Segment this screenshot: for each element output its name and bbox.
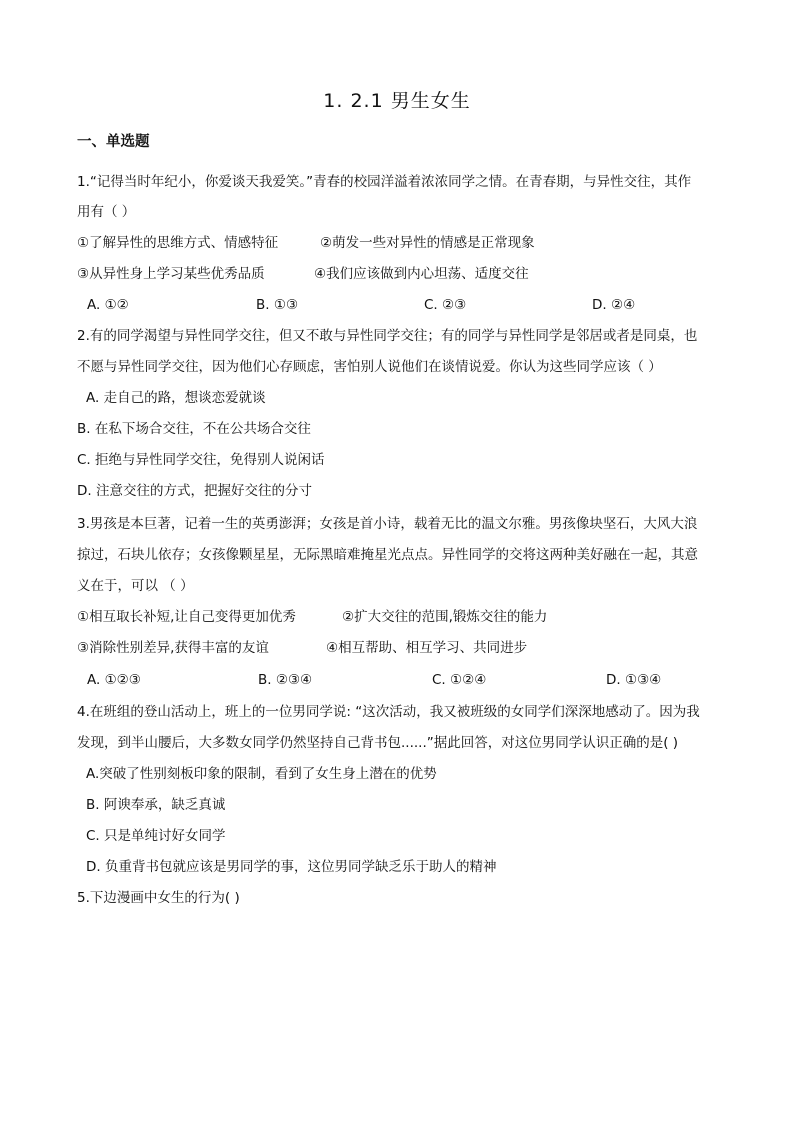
q2-option-b[interactable]: B. 在私下场合交往，不在公共场合交往 — [77, 421, 311, 437]
q2-option-d[interactable]: D. 注意交往的方式，把握好交往的分寸 — [77, 483, 312, 499]
q3-option-a[interactable]: A. ①②③ — [87, 672, 141, 688]
q4-stem-line2: 发现，到半山腰后，大多数女同学仍然坚持自己背书包......”据此回答，对这位男同学认识正确的是( ) — [77, 735, 679, 751]
q3-stem-line1: 3.男孩是本巨著，记着一生的英勇澎湃；女孩是首小诗，载着无比的温文尔雅。男孩像块坚石，大风大浪 — [77, 516, 698, 532]
q2-option-c[interactable]: C. 拒绝与异性同学交往，免得别人说闲话 — [77, 452, 325, 468]
q1-stem-line2: 用有（ ） — [77, 204, 136, 220]
q3-option-b[interactable]: B. ②③④ — [258, 672, 313, 688]
q1-statement-2: ②萌发一些对异性的情感是正常现象 — [320, 235, 535, 251]
q1-option-b[interactable]: B. ①③ — [256, 297, 299, 313]
q2-stem-line1: 2.有的同学渴望与异性同学交往，但又不敢与异性同学交往；有的同学与异性同学是邻居或者是同桌，也 — [77, 328, 698, 344]
q3-statement-1: ①相互取长补短,让自己变得更加优秀 — [77, 609, 296, 625]
q4-option-c[interactable]: C. 只是单纯讨好女同学 — [86, 828, 226, 844]
q2-option-a[interactable]: A. 走自己的路，想谈恋爱就谈 — [86, 390, 266, 406]
q4-option-d[interactable]: D. 负重背书包就应该是男同学的事，这位男同学缺乏乐于助人的精神 — [86, 859, 497, 875]
q3-statement-4: ④相互帮助、相互学习、共同进步 — [326, 640, 528, 656]
q4-stem-line1: 4.在班组的登山活动上，班上的一位男同学说: “这次活动，我又被班级的女同学们深深地感动了。因为我 — [77, 704, 700, 720]
q1-statement-1: ①了解异性的思维方式、情感特征 — [77, 235, 279, 251]
section-heading: 一、单选题 — [77, 134, 150, 150]
q3-option-c[interactable]: C. ①②④ — [432, 672, 487, 688]
q4-option-a[interactable]: A.突破了性别刻板印象的限制，看到了女生身上潜在的优势 — [86, 766, 437, 782]
q1-option-a[interactable]: A. ①② — [87, 297, 129, 313]
q1-statement-3: ③从异性身上学习某些优秀品质 — [77, 266, 265, 282]
q3-stem-line2: 掠过，石块儿依存；女孩像颗星星，无际黑暗难掩星光点点。异性同学的交将这两种美好融在一起，其意 — [77, 547, 698, 563]
page-title: 1. 2.1 男生女生 — [323, 90, 471, 112]
q3-option-d[interactable]: D. ①③④ — [606, 672, 662, 688]
q3-statement-3: ③消除性别差异,获得丰富的友谊 — [77, 640, 269, 656]
q2-stem-line2: 不愿与异性同学交往，因为他们心存顾虑，害怕别人说他们在谈情说爱。你认为这些同学应该（ ） — [77, 359, 662, 375]
q1-statement-4: ④我们应该做到内心坦荡、适度交往 — [314, 266, 529, 282]
q3-statement-2: ②扩大交往的范围,锻炼交往的能力 — [342, 609, 548, 625]
q4-option-b[interactable]: B. 阿谀奉承，缺乏真诚 — [86, 797, 226, 813]
q5-stem-line1: 5.下边漫画中女生的行为( ) — [77, 890, 240, 906]
q1-stem-line1: 1.“记得当时年纪小，你爱谈天我爱笑。”青春的校园洋溢着浓浓同学之情。在青春期，与异性交往，其作 — [77, 174, 692, 190]
q3-stem-line3: 义在于，可以 （ ） — [77, 578, 194, 594]
q1-option-d[interactable]: D. ②④ — [592, 297, 636, 313]
q1-option-c[interactable]: C. ②③ — [424, 297, 467, 313]
